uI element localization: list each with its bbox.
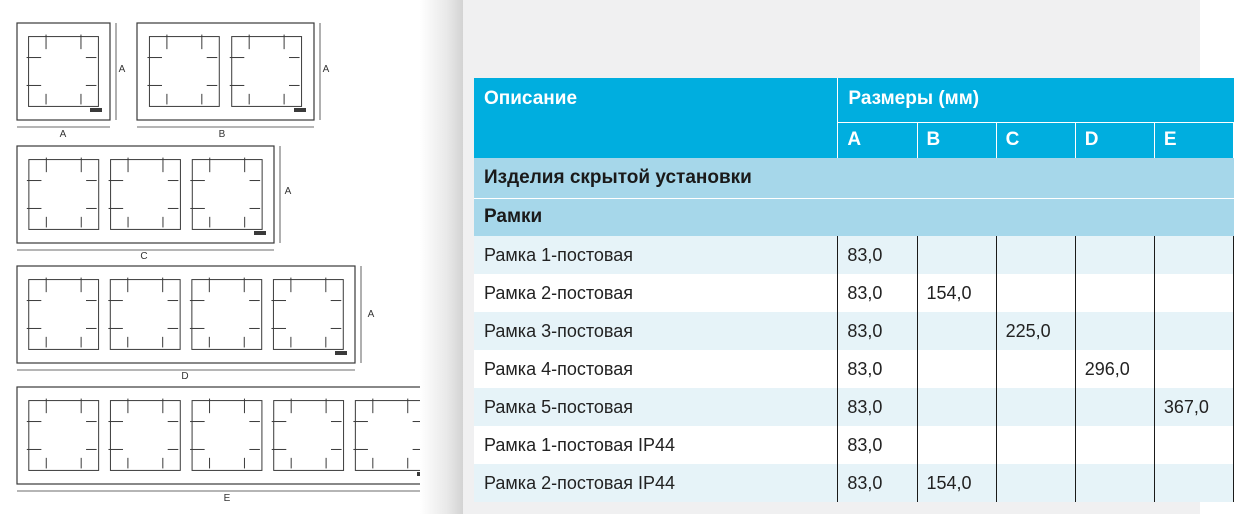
row-value-a: 83,0 xyxy=(838,426,917,464)
row-value-d xyxy=(1075,464,1154,502)
dimension-label: E xyxy=(223,493,231,504)
row-value-a: 83,0 xyxy=(838,274,917,312)
row-value-b xyxy=(917,350,996,388)
frame-outline xyxy=(137,23,314,120)
row-value-e xyxy=(1154,274,1233,312)
table-row xyxy=(474,236,1234,274)
row-value-d xyxy=(1075,426,1154,464)
frame-outline xyxy=(17,23,110,120)
page-gutter xyxy=(420,0,465,514)
row-value-a: 83,0 xyxy=(838,464,917,502)
row-description: Рамка 2-постовая IP44 xyxy=(474,464,838,502)
row-value-b: 154,0 xyxy=(917,464,996,502)
dimension-label-a: A xyxy=(284,186,292,197)
table-row xyxy=(474,426,1234,464)
dimension-label-a: A xyxy=(322,64,330,75)
row-value-c xyxy=(996,274,1075,312)
row-value-c xyxy=(996,236,1075,274)
row-value-e xyxy=(1154,312,1233,350)
header-col-d: D xyxy=(1075,122,1154,158)
row-value-d xyxy=(1075,274,1154,312)
brand-logo xyxy=(335,351,347,355)
dimension-label-a: A xyxy=(118,64,126,75)
brand-logo xyxy=(90,108,102,112)
row-description: Рамка 4-постовая xyxy=(474,350,838,388)
dimension-label: A xyxy=(59,129,67,140)
row-value-d xyxy=(1075,312,1154,350)
dimension-label: D xyxy=(181,371,189,382)
row-description: Рамка 1-постовая xyxy=(474,236,838,274)
row-value-a: 83,0 xyxy=(838,312,917,350)
row-value-b xyxy=(917,426,996,464)
row-value-b xyxy=(917,388,996,426)
row-value-b xyxy=(917,312,996,350)
dimension-label-a: A xyxy=(367,309,375,320)
frame-outline xyxy=(17,266,355,363)
table-row xyxy=(474,350,1234,388)
subsection-title: Рамки xyxy=(474,198,1234,236)
header-description-spacer xyxy=(474,122,838,158)
row-description: Рамка 1-постовая IP44 xyxy=(474,426,838,464)
brand-logo xyxy=(294,108,306,112)
drawings-page xyxy=(0,0,440,514)
subsection-row xyxy=(474,198,1234,236)
row-description: Рамка 2-постовая xyxy=(474,274,838,312)
row-value-e xyxy=(1154,426,1233,464)
row-value-a: 83,0 xyxy=(838,388,917,426)
header-col-c: C xyxy=(996,122,1075,158)
header-col-e: E xyxy=(1154,122,1233,158)
frame-drawings xyxy=(0,0,440,514)
row-value-c xyxy=(996,388,1075,426)
row-value-d: 296,0 xyxy=(1075,350,1154,388)
header-col-a: A xyxy=(838,122,917,158)
row-value-e xyxy=(1154,464,1233,502)
brand-logo xyxy=(254,231,266,235)
frame-outline xyxy=(17,387,437,484)
dimension-label: C xyxy=(140,251,148,262)
row-value-b xyxy=(917,236,996,274)
section-row xyxy=(474,158,1234,198)
row-value-c xyxy=(996,350,1075,388)
row-value-d xyxy=(1075,236,1154,274)
header-row-top xyxy=(474,78,1234,122)
row-value-e: 367,0 xyxy=(1154,388,1233,426)
row-description: Рамка 5-постовая xyxy=(474,388,838,426)
row-value-c xyxy=(996,426,1075,464)
table-row xyxy=(474,388,1234,426)
table-row xyxy=(474,312,1234,350)
row-description: Рамка 3-постовая xyxy=(474,312,838,350)
row-value-b: 154,0 xyxy=(917,274,996,312)
row-value-c xyxy=(996,464,1075,502)
header-description: Описание xyxy=(474,78,838,122)
row-value-c: 225,0 xyxy=(996,312,1075,350)
dimensions-table xyxy=(474,78,1234,502)
row-value-e xyxy=(1154,350,1233,388)
row-value-a: 83,0 xyxy=(838,236,917,274)
table-row xyxy=(474,464,1234,502)
row-value-e xyxy=(1154,236,1233,274)
section-title: Изделия скрытой установки xyxy=(474,158,1234,198)
header-dimensions: Размеры (мм) xyxy=(838,78,1234,122)
header-col-b: B xyxy=(917,122,996,158)
frame-outline xyxy=(17,146,274,243)
dimension-label: B xyxy=(218,129,226,140)
row-value-a: 83,0 xyxy=(838,350,917,388)
table-row xyxy=(474,274,1234,312)
header-row-columns xyxy=(474,122,1234,158)
row-value-d xyxy=(1075,388,1154,426)
